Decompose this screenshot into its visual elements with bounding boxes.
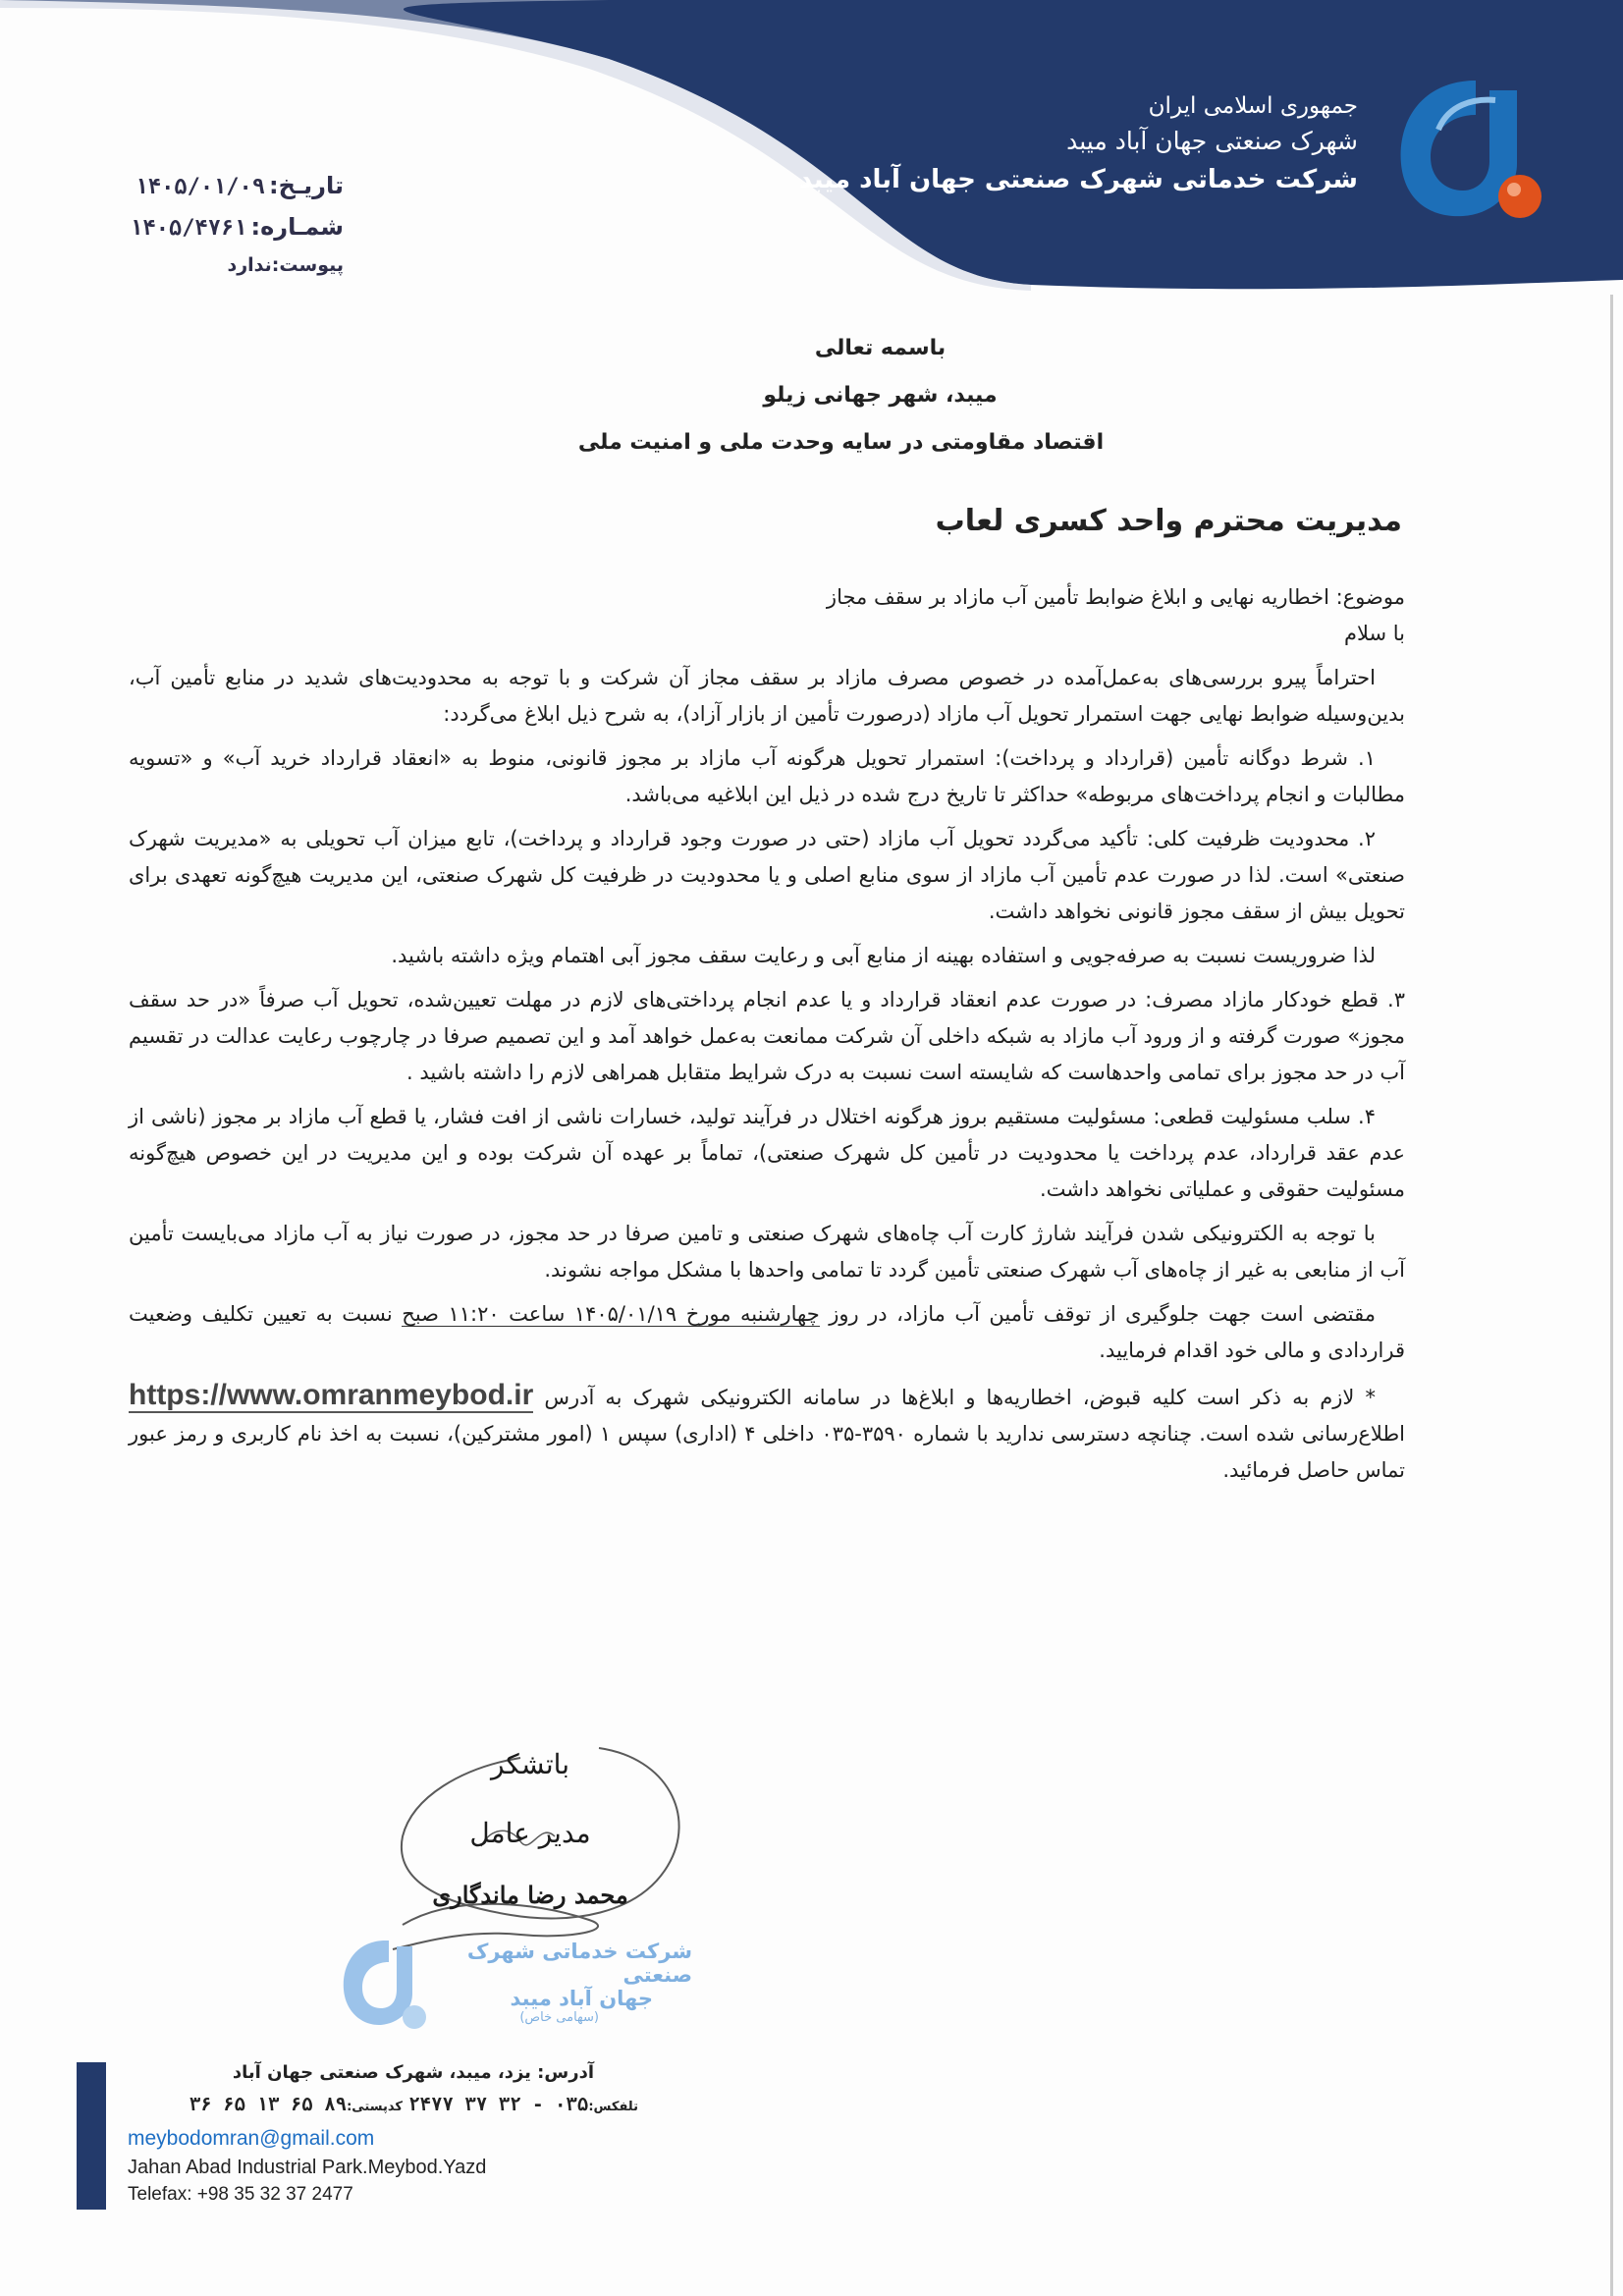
deadline-date: چهارشنبه مورخ ۱۴۰۵/۰۱/۱۹ ساعت ۱۱:۲۰ صبح	[402, 1302, 820, 1326]
footer-address: آدرس: یزد، میبد، شهرک صنعتی جهان آباد	[232, 2062, 594, 2083]
deadline-paragraph	[129, 1296, 1405, 1369]
subject-line: موضوع: اخطاریه نهایی و ابلاغ ضوابط تأمین آب مازاد بر سقف مجاز	[826, 585, 1405, 609]
company-stamp	[447, 1940, 692, 2025]
number-row	[128, 213, 344, 254]
attachment-label: پیوست:	[271, 254, 344, 276]
portal-note	[129, 1377, 1405, 1489]
letter-headings	[0, 336, 1623, 477]
header-company-name: شرکت خدماتی شهرک صنعتی جهان آباد میبد	[798, 165, 1358, 194]
portal-link[interactable]: https://www.omranmeybod.ir	[129, 1379, 534, 1411]
portal-note-suffix: اطلاع‌رسانی شده است. چنانچه دسترسی ندارید با شماره ۳۵۹۰-۰۳۵ داخلی ۴ (اداری) سپس ۱ (امور مشترکین)، نسبت به اخذ نام کاربری و رمز عبور تماس حاصل فرمائید.	[129, 1422, 1405, 1482]
date-value: ۱۴۰۵/۰۱/۰۹	[135, 175, 266, 199]
tel-value: ۰۳۵ - ۳۲ ۳۷ ۲۴۷۷	[408, 2094, 589, 2115]
signature-block	[403, 1748, 658, 1909]
attachment-row	[128, 254, 344, 296]
stamp-line-1: شرکت خدماتی شهرک صنعتی	[466, 1940, 692, 1987]
postal-label: کدپستی:	[347, 2100, 403, 2114]
header-park-name: شهرک صنعتی جهان آباد میبد	[1066, 127, 1358, 155]
recipient: مدیریت محترم واحد کسری لعاب	[935, 504, 1402, 538]
signature-title: مدیر عامل	[469, 1817, 591, 1849]
greeting: با سلام	[1343, 622, 1405, 645]
footer-email[interactable]: meybodomran@gmail.com	[128, 2127, 375, 2150]
portal-note-prefix: * لازم به ذکر است کلیه قبوض، اخطاریه‌ها و ابلاغ‌ها در سامانه الکترونیکی شهرک به آدرس	[544, 1386, 1376, 1409]
postal-value: ۸۹ ۶۵ ۱۳ ۶۵ ۳۶	[189, 2094, 348, 2115]
company-logo-icon	[1380, 71, 1546, 233]
header-titles	[799, 93, 1358, 194]
number-value: ۱۴۰۵/۴۷۶۱	[130, 216, 247, 241]
letter-meta	[128, 172, 344, 296]
stamp-line-2: جهان آباد میبد	[510, 1987, 653, 2010]
footer-contact	[128, 2094, 638, 2127]
slogan-economy: اقتصاد مقاومتی در سایه وحدت ملی و امنیت ملی	[577, 430, 1105, 455]
deadline-suffix: نسبت به تعیین تکلیف وضعیت قراردادی و مالی خود اقدام فرمایید.	[129, 1302, 1405, 1362]
header-country: جمهوری اسلامی ایران	[1148, 93, 1358, 119]
clause-1: ۱. شرط دوگانه تأمین (قرارداد و پرداخت): استمرار تحویل هرگونه آب مازاد بر مجوز قانونی، منوط به «انعقاد قرارداد خرید آب» و «تسویه مطالبات و انجام پرداخت‌های مربوطه» حداکثر تا تاریخ درج شده در ذیل این ابلاغیه می‌باشد.	[129, 746, 1405, 806]
intro-paragraph: احتراماً پیرو بررسی‌های به‌عمل‌آمده در خصوص مصرف مازاد بر سقف مجاز آن شرکت و با توجه به محدودیت‌های شدید در منابع تأمین آب، بدین‌وسیله ضوابط نهایی جهت استمرار تحویل آب مازاد (درصورت تأمین از بازار آزاد)، به شرح ذیل ابلاغ می‌گردد:	[129, 666, 1405, 726]
letter-body	[129, 579, 1405, 1497]
electronic-paragraph: با توجه به الکترونیکی شدن فرآیند شارژ کارت آب چاه‌های شهرک صنعتی و تامین صرفا در حد مجوز، در صورت نیاز به آب مازاد می‌بایست تأمین آب از منابعی به غیر از چاه‌های آب شهرک صنعتی تأمین گردد تا تمامی واحدها با مشکل مواجه نشوند.	[129, 1222, 1405, 1282]
footer-telefax: Telefax: +98 35 32 37 2477	[128, 2184, 353, 2205]
slogan-city: میبد، شهر جهانی زیلو	[763, 383, 998, 408]
date-row	[128, 172, 344, 213]
signature-thanks: باتشکر	[490, 1748, 569, 1780]
date-label: تاریـخ:	[269, 172, 344, 199]
clause-3: ۳. قطع خودکار مازاد مصرف: در صورت عدم انعقاد قرارداد و یا عدم انجام پرداختی‌های لازم در مهلت تعیین‌شده، تحویل آب صرفاً «در حد سقف مجوز» صورت گرفته و از ورود آب مازاد به شبکه داخلی آن شرکت ممانعت به‌عمل خواهد آمد و این تصمیم صرفا در چارچوب رعایت عدالت در تقسیم آب در حد مجوز برای تمامی واحدهاست که شایسته است نسبت به درک شرایط متقابل همراهی لازم را داشته باشید .	[129, 988, 1405, 1084]
footer-accent-bar	[77, 2062, 106, 2210]
bismillah: باسمه تعالی	[814, 336, 947, 360]
number-label: شمـاره:	[250, 213, 344, 241]
signature-name: محمد رضا ماندگاری	[432, 1881, 628, 1909]
footer-address-en: Jahan Abad Industrial Park.Meybod.Yazd	[128, 2157, 487, 2178]
clause-4: ۴. سلب مسئولیت قطعی: مسئولیت مستقیم بروز هرگونه اختلال در فرآیند تولید، خسارات ناشی از افت فشار، یا قطع آب مازاد بر مجوز (ناشی از عدم عقد قرارداد، عدم پرداخت یا محدودیت در تأمین کل شهرک صنعتی)، تماماً بر عهده آن شرکت بوده و این مدیریت در این خصوص هیچ‌گونه مسئولیت حقوقی و عملیاتی نخواهد داشت.	[129, 1105, 1405, 1201]
clause-2-note: لذا ضروریست نسبت به صرفه‌جویی و استفاده بهینه از منابع آبی و رعایت سقف مجوز آبی اهتمام ویژه داشته باشید.	[391, 944, 1376, 967]
clause-2: ۲. محدودیت ظرفیت کلی: تأکید می‌گردد تحویل آب مازاد (حتی در صورت وجود قرارداد و پرداخت)، تابع میزان آب تحویلی به «مدیریت شهرک صنعتی» است. لذا در صورت عدم تأمین آب مازاد از سوی منابع اصلی و یا محدودیت در ظرفیت کل شهرک صنعتی، این مدیریت هیچ‌گونه تعهدی برای تحویل بیش از سقف مجوز قانونی نخواهد داشت.	[129, 827, 1405, 923]
page-edge-divider	[1610, 295, 1613, 2296]
deadline-prefix: مقتضی است جهت جلوگیری از توقف تأمین آب مازاد، در روز	[829, 1302, 1377, 1326]
stamp-line-3: (سهامی خاص)	[519, 2010, 599, 2025]
letter-footer	[128, 2062, 638, 2206]
attachment-value: ندارد	[227, 254, 272, 276]
tel-label: تلفکس:	[588, 2100, 638, 2114]
